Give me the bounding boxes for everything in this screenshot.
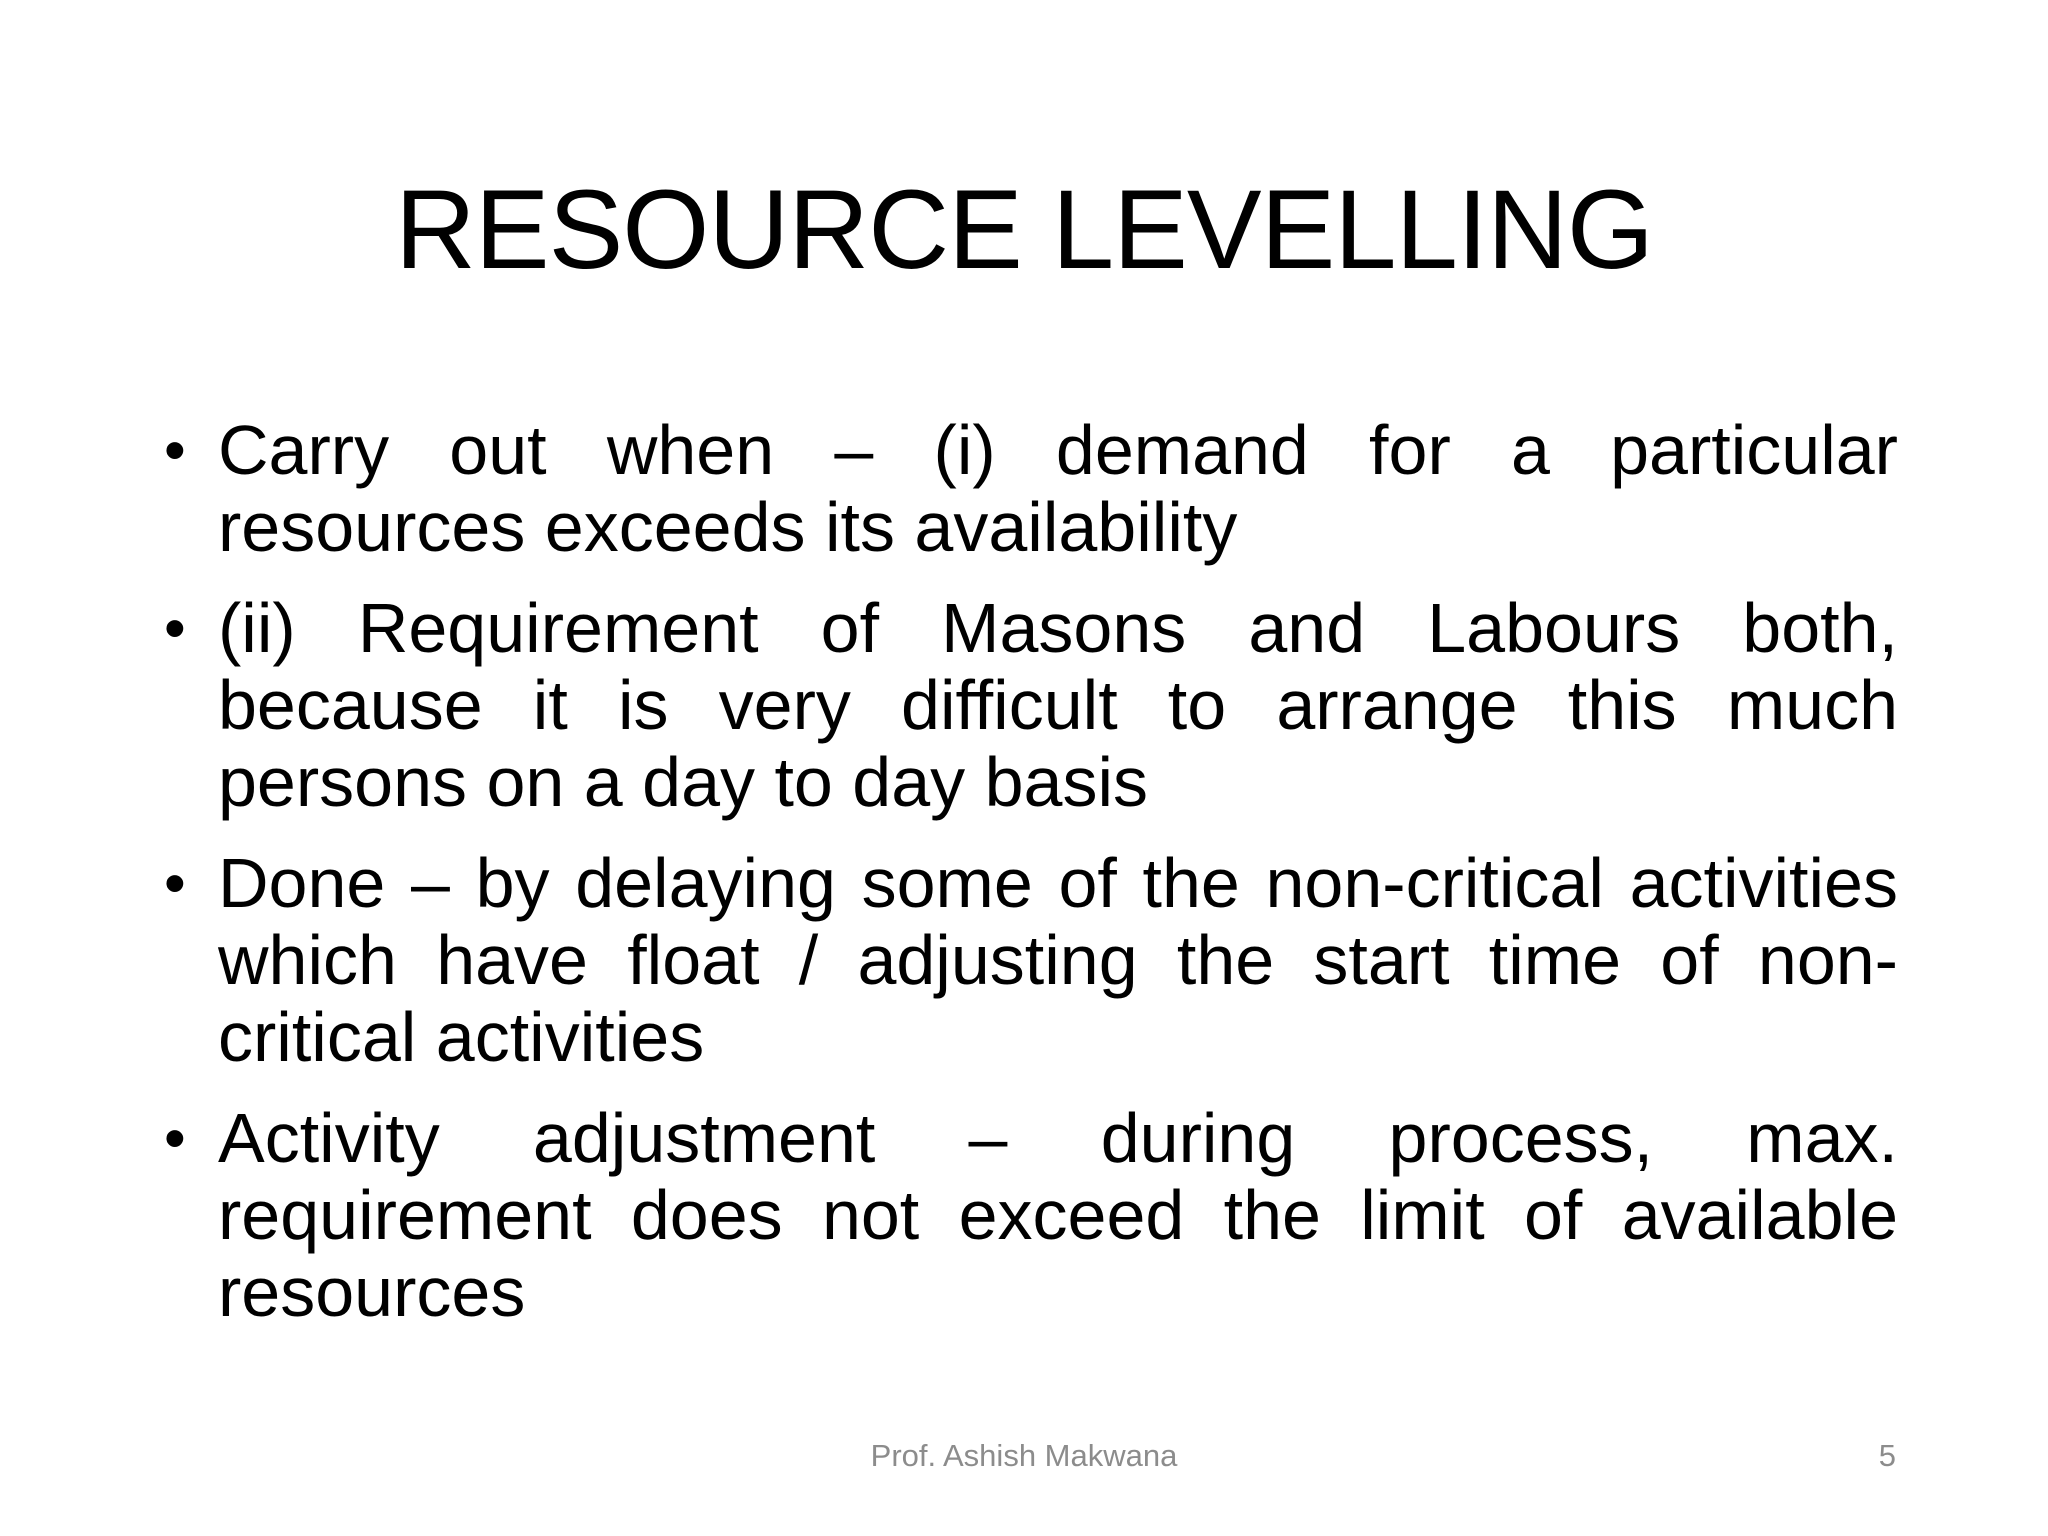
- bullet-text: Carry out when – (i) demand for a particular resources exceeds its availability: [218, 411, 1898, 566]
- bullet-item: [158, 1100, 1898, 1331]
- bullet-dot-icon: •: [164, 594, 186, 663]
- bullet-item: [158, 590, 1898, 821]
- slide-title: RESOURCE LEVELLING: [395, 167, 1653, 292]
- bullet-item: [158, 845, 1898, 1076]
- bullet-item: [158, 412, 1898, 566]
- footer-author: Prof. Ashish Makwana: [870, 1438, 1178, 1473]
- page-number: 5: [1878, 1438, 1896, 1473]
- bullet-dot-icon: •: [164, 849, 186, 918]
- bullet-text: (ii) Requirement of Masons and Labours both, because it is very difficult to arrange this much persons on a day to day basis: [218, 589, 1898, 821]
- bullet-text: Activity adjustment – during process, max. requirement does not exceed the limit of available resources: [218, 1099, 1898, 1331]
- bullet-list: [158, 412, 1898, 1355]
- bullet-text: Done – by delaying some of the non-critical activities which have float / adjusting the start time of non-critical activities: [218, 844, 1898, 1076]
- bullet-dot-icon: •: [164, 1104, 186, 1173]
- bullet-dot-icon: •: [164, 416, 186, 485]
